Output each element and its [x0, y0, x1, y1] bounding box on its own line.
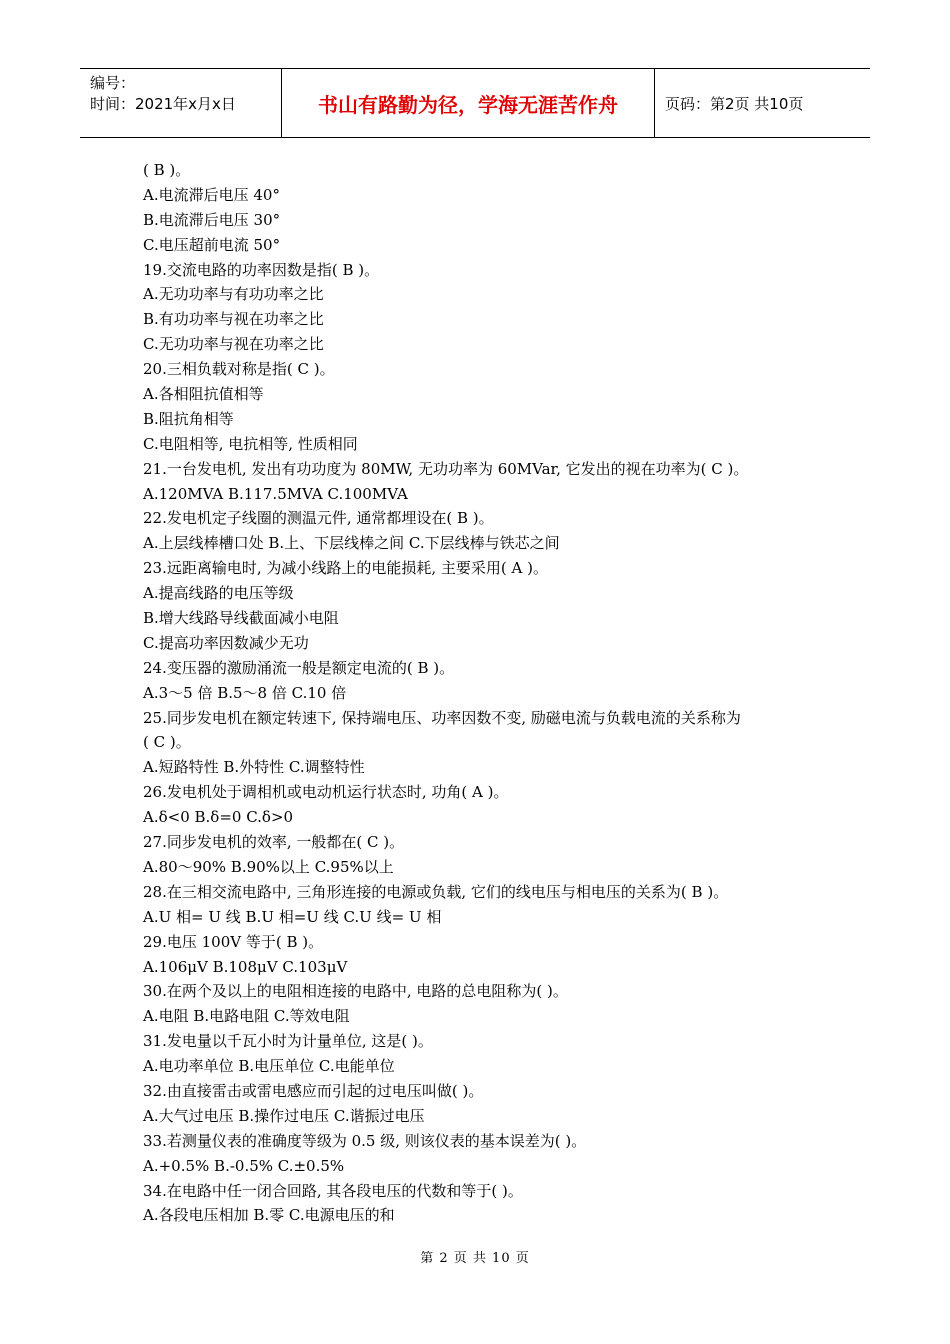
text-line: A.电阻 B.电路电阻 C.等效电阻	[143, 1007, 350, 1026]
text-line: A.上层线棒槽口处 B.上、下层线棒之间 C.下层线棒与铁芯之间	[143, 534, 560, 553]
text-line: A.提高线路的电压等级	[143, 584, 294, 603]
text-line: A.δ<0 B.δ=0 C.δ>0	[143, 808, 294, 827]
text-line: A.+0.5% B.-0.5% C.±0.5%	[143, 1156, 345, 1175]
header-meta	[80, 69, 282, 137]
text-line: 29.电压 100V 等于( B )。	[143, 932, 324, 951]
text-line: A.120MVA B.117.5MVA C.100MVA	[143, 484, 408, 503]
text-line: A.无功功率与有功功率之比	[143, 285, 324, 304]
header-page-info	[655, 69, 870, 137]
text-line: A.3～5 倍 B.5～8 倍 C.10 倍	[143, 683, 347, 702]
text-line: B.增大线路导线截面减小电阻	[143, 609, 339, 628]
text-line: A.80～90% B.90%以上 C.95%以上	[143, 857, 394, 876]
page-header	[80, 68, 870, 138]
text-line: A.U 相= U 线 B.U 相=U 线 C.U 线= U 相	[143, 907, 442, 926]
text-line: A.大气过电压 B.操作过电压 C.谐振过电压	[143, 1106, 425, 1125]
text-line: 24.变压器的激励涌流一般是额定电流的( B )。	[143, 658, 455, 677]
text-line: 19.交流电路的功率因数是指( B )。	[143, 260, 380, 279]
text-line: C.电压超前电流 50°	[143, 235, 281, 254]
text-line: 25.同步发电机在额定转速下, 保持端电压、功率因数不变, 励磁电流与负载电流的关系称为	[143, 708, 741, 727]
text-line: 26.发电机处于调相机或电动机运行状态时, 功角( A )。	[143, 783, 509, 802]
text-line: C.提高功率因数减少无功	[143, 633, 309, 652]
text-line: 33.若测量仪表的准确度等级为 0.5 级, 则该仪表的基本误差为( )。	[143, 1131, 587, 1150]
text-line: B.有功功率与视在功率之比	[143, 310, 324, 329]
text-line: 21.一台发电机, 发出有功功度为 80MW, 无功功率为 60MVar, 它发出的视在功率为( C )。	[143, 459, 749, 478]
text-line: A.电功率单位 B.电压单位 C.电能单位	[143, 1057, 395, 1076]
page-footer: 第 2 页 共 10 页	[420, 1251, 530, 1266]
text-line: 22.发电机定子线圈的测温元件, 通常都埋设在( B )。	[143, 509, 494, 528]
text-line: 30.在两个及以上的电阻相连接的电路中, 电路的总电阻称为( )。	[143, 982, 568, 1001]
number-label: 编号：	[90, 74, 136, 92]
text-line: 32.由直接雷击或雷电感应而引起的过电压叫做( )。	[143, 1081, 484, 1100]
text-line: A.各相阻抗值相等	[143, 385, 264, 404]
text-line: 28.在三相交流电路中, 三角形连接的电源或负载, 它们的线电压与相电压的关系为( B )。	[143, 882, 729, 901]
text-line: B.阻抗角相等	[143, 409, 234, 428]
text-line: 27.同步发电机的效率, 一般都在( C )。	[143, 833, 405, 852]
time-label: 时间：2021年x月x日	[90, 95, 236, 113]
text-line: ( B )。	[143, 161, 191, 179]
text-line: 34.在电路中任一闭合回路, 其各段电压的代数和等于( )。	[143, 1181, 523, 1200]
text-line: 31.发电量以千瓦小时为计量单位, 这是( )。	[143, 1032, 433, 1051]
text-line: A.短路特性 B.外特性 C.调整特性	[143, 758, 365, 777]
text-line: 23.远距离输电时, 为减小线路上的电能损耗, 主要采用( A )。	[143, 559, 549, 578]
document-body	[143, 158, 823, 1228]
text-line: A.106μV B.108μV C.103μV	[143, 957, 348, 976]
text-line: C.电阻相等, 电抗相等, 性质相同	[143, 434, 358, 453]
text-line: B.电流滞后电压 30°	[143, 210, 281, 229]
header-motto-cell	[282, 69, 655, 137]
text-line: ( C )。	[143, 733, 191, 752]
page-info-text: 页码：第2页 共10页	[665, 94, 804, 113]
text-line: A.各段电压相加 B.零 C.电源电压的和	[143, 1206, 395, 1225]
motto-text: 书山有路勤为径，学海无涯苦作舟	[318, 92, 618, 117]
text-line: C.无功功率与视在功率之比	[143, 335, 324, 354]
text-line: A.电流滞后电压 40°	[143, 185, 280, 204]
text-line: 20.三相负载对称是指( C )。	[143, 360, 335, 379]
